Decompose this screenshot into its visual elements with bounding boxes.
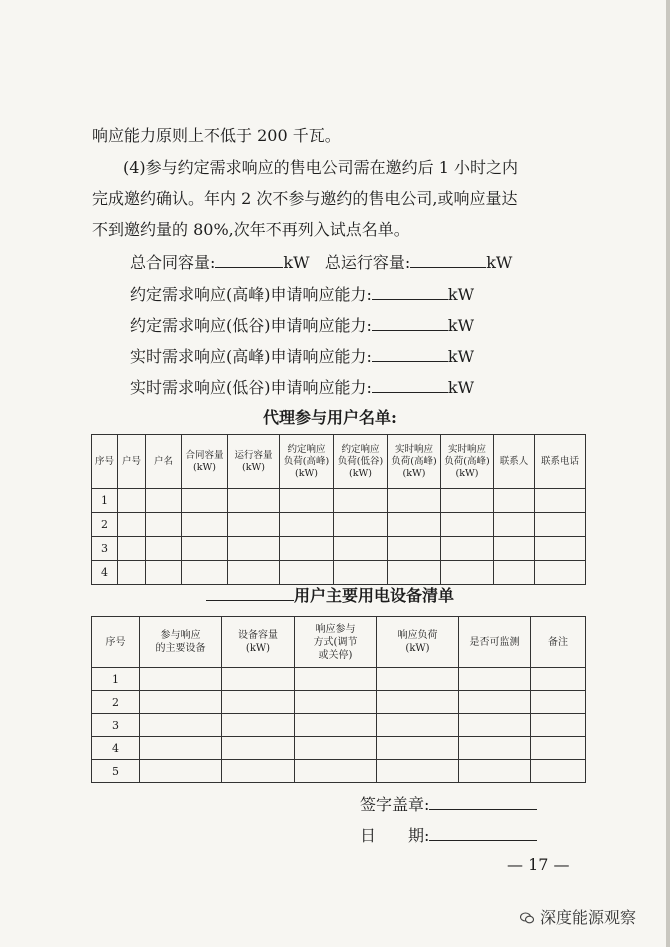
column-header: [459, 617, 531, 668]
header-text: 参与响应: [160, 630, 201, 641]
header-text: 联系电话: [540, 455, 579, 467]
row-number: 3: [92, 537, 118, 561]
unit-label: kW: [486, 253, 513, 272]
table-cell[interactable]: [494, 489, 535, 513]
agreed-valley-label: 约定需求响应(低谷)申请响应能力:: [130, 316, 372, 335]
table-cell[interactable]: [334, 561, 388, 585]
table-cell[interactable]: [531, 737, 586, 760]
table-cell[interactable]: [535, 561, 586, 585]
table-cell[interactable]: [531, 714, 586, 737]
table-cell[interactable]: [535, 513, 586, 537]
table-cell[interactable]: [459, 714, 531, 737]
table-cell[interactable]: [459, 737, 531, 760]
column-header: [228, 435, 280, 489]
unit-label: kW: [447, 316, 475, 335]
total-run-field[interactable]: [410, 253, 486, 268]
table-cell[interactable]: [377, 668, 459, 691]
total-run-label: 总运行容量:: [324, 253, 411, 272]
column-header: [222, 617, 295, 668]
column-header: [182, 435, 228, 489]
table1-title: 代理参与用户名单:: [263, 408, 397, 427]
header-text: 实时响应: [447, 443, 486, 455]
unit-label: kW: [283, 253, 310, 272]
body-line-4: 不到邀约量的 80%,次年不再列入试点名单。: [92, 220, 410, 239]
table-row: [92, 561, 586, 585]
table2-title: 用户主要用电设备清单: [294, 586, 455, 605]
table-cell[interactable]: [280, 537, 334, 561]
agreed-peak-field[interactable]: [372, 285, 448, 300]
table-cell[interactable]: [295, 691, 377, 714]
column-header: [118, 435, 146, 489]
table-cell[interactable]: [182, 513, 228, 537]
row-number: 5: [92, 760, 140, 783]
column-header: [334, 435, 388, 489]
header-text: (kW): [242, 461, 265, 473]
table-row: [92, 760, 586, 783]
table-cell[interactable]: [140, 691, 222, 714]
seal-label: 签字盖章:: [360, 795, 430, 814]
agent-user-table: [91, 434, 586, 585]
table-cell[interactable]: [222, 737, 295, 760]
column-header: [92, 435, 118, 489]
column-header: [295, 617, 377, 668]
table-row: [92, 714, 586, 737]
table-cell[interactable]: [459, 668, 531, 691]
header-text: 序号: [94, 455, 114, 467]
wechat-icon: [520, 912, 534, 924]
header-text: 备注: [548, 636, 568, 648]
header-text: 负荷(低谷): [337, 455, 384, 467]
table-cell[interactable]: [118, 513, 146, 537]
row-number: 2: [92, 513, 118, 537]
row-number: 2: [92, 691, 140, 714]
table2-title-line: [206, 583, 454, 606]
header-text: 负荷(高峰): [283, 455, 330, 467]
seal-line: [360, 792, 537, 815]
table-cell[interactable]: [140, 668, 222, 691]
table-cell[interactable]: [531, 691, 586, 714]
table-header-row: [92, 435, 586, 489]
total-contract-field[interactable]: [215, 253, 283, 268]
realtime-valley-field[interactable]: [372, 378, 448, 393]
header-text: 负荷(高峰): [391, 455, 437, 467]
realtime-peak-line: [130, 344, 474, 367]
column-header: [92, 617, 140, 668]
table-cell[interactable]: [280, 513, 334, 537]
table-cell[interactable]: [118, 561, 146, 585]
equipment-table: [91, 616, 586, 783]
table-row: [92, 691, 586, 714]
body-line-3: 完成邀约确认。年内 2 次不参与邀约的售电公司,或响应量达: [92, 189, 518, 208]
watermark-text: 深度能源观察: [540, 908, 637, 927]
table-cell[interactable]: [146, 561, 182, 585]
agreed-peak-line: [130, 282, 474, 305]
table-cell[interactable]: [295, 737, 377, 760]
table-cell[interactable]: [222, 691, 295, 714]
body-line-2: (4)参与约定需求响应的售电公司需在邀约后 1 小时之内: [123, 158, 519, 177]
table-cell[interactable]: [494, 513, 535, 537]
header-text: 运行容量: [234, 449, 273, 461]
table-cell[interactable]: [182, 537, 228, 561]
row-number: 4: [92, 737, 140, 760]
table-cell[interactable]: [494, 537, 535, 561]
table-cell[interactable]: [334, 513, 388, 537]
table-cell[interactable]: [441, 513, 494, 537]
header-text: 户号: [121, 455, 141, 467]
table-cell[interactable]: [146, 537, 182, 561]
table-cell[interactable]: [228, 489, 280, 513]
table-row: [92, 489, 586, 513]
table-cell[interactable]: [441, 561, 494, 585]
table-cell[interactable]: [388, 561, 441, 585]
table-cell[interactable]: [441, 489, 494, 513]
table-cell[interactable]: [531, 668, 586, 691]
header-text: (kW): [245, 643, 271, 654]
header-text: (kW): [405, 643, 430, 654]
table-cell[interactable]: [118, 489, 146, 513]
table-cell[interactable]: [228, 537, 280, 561]
header-text: 约定响应: [341, 443, 380, 455]
realtime-peak-label: 实时需求响应(高峰)申请响应能力:: [130, 347, 372, 366]
table-cell[interactable]: [222, 760, 295, 783]
table-cell[interactable]: [118, 537, 146, 561]
header-text: 响应参与: [315, 623, 356, 635]
table-cell[interactable]: [377, 760, 459, 783]
total-contract-label: 总合同容量:: [130, 253, 216, 272]
header-text: 响应负荷: [397, 630, 438, 641]
date-label: 日 期:: [360, 826, 430, 845]
unit-label: kW: [447, 378, 475, 397]
table-cell[interactable]: [295, 668, 377, 691]
header-text: 或关停): [318, 649, 353, 661]
seal-field[interactable]: [429, 795, 537, 810]
header-text: 序号: [105, 636, 126, 648]
header-text: 约定响应: [287, 443, 326, 455]
table-cell[interactable]: [388, 537, 441, 561]
table-cell[interactable]: [377, 714, 459, 737]
body-line-1: 响应能力原则上不低于 200 千瓦。: [92, 126, 341, 145]
header-text: 户名: [153, 455, 173, 467]
column-header: [531, 617, 586, 668]
realtime-valley-label: 实时需求响应(低谷)申请响应能力:: [130, 378, 372, 397]
column-header: [146, 435, 182, 489]
realtime-peak-field[interactable]: [372, 347, 448, 362]
column-header: [140, 617, 222, 668]
header-text: (kW): [402, 467, 426, 479]
page-number: — 17 —: [507, 855, 570, 874]
agreed-valley-line: [130, 313, 474, 336]
table-cell[interactable]: [377, 737, 459, 760]
table-cell[interactable]: [280, 489, 334, 513]
table-cell[interactable]: [459, 691, 531, 714]
table-cell[interactable]: [531, 760, 586, 783]
table-row: [92, 513, 586, 537]
table-cell[interactable]: [222, 668, 295, 691]
row-number: 1: [92, 668, 140, 691]
header-text: 负荷(高峰): [444, 455, 490, 467]
table-cell[interactable]: [182, 489, 228, 513]
column-header: [494, 435, 535, 489]
page-edge: [666, 0, 670, 947]
table-row: [92, 668, 586, 691]
table-cell[interactable]: [228, 513, 280, 537]
table-cell[interactable]: [377, 691, 459, 714]
header-text: (kW): [455, 467, 479, 479]
table-cell[interactable]: [535, 489, 586, 513]
table-cell[interactable]: [140, 737, 222, 760]
table-cell[interactable]: [140, 714, 222, 737]
table-cell[interactable]: [182, 561, 228, 585]
header-text: (kW): [349, 467, 372, 479]
table-header-row: [92, 617, 586, 668]
header-text: 联系人: [499, 455, 529, 467]
table-cell[interactable]: [535, 537, 586, 561]
column-header: [377, 617, 459, 668]
header-text: 方式(调节: [313, 636, 358, 648]
table-cell[interactable]: [146, 489, 182, 513]
header-text: 是否可监测: [469, 636, 520, 648]
row-number: 4: [92, 561, 118, 585]
header-text: (kW): [295, 467, 318, 479]
header-text: 的主要设备: [155, 643, 206, 654]
table-cell[interactable]: [459, 760, 531, 783]
table-cell[interactable]: [388, 513, 441, 537]
row-number: 1: [92, 489, 118, 513]
header-text: 实时响应: [394, 443, 433, 455]
table-cell[interactable]: [295, 760, 377, 783]
table-row: [92, 537, 586, 561]
table-cell[interactable]: [494, 561, 535, 585]
header-text: 设备容量: [238, 630, 278, 641]
agreed-peak-label: 约定需求响应(高峰)申请响应能力:: [130, 285, 372, 304]
table-cell[interactable]: [280, 561, 334, 585]
table-cell[interactable]: [228, 561, 280, 585]
header-text: 合同容量: [185, 449, 224, 461]
table-cell[interactable]: [441, 537, 494, 561]
realtime-valley-line: [130, 375, 474, 398]
table-cell[interactable]: [140, 760, 222, 783]
table-row: [92, 737, 586, 760]
company-name-field[interactable]: [206, 586, 294, 601]
unit-label: kW: [447, 347, 475, 366]
table-cell[interactable]: [146, 513, 182, 537]
row-number: 3: [92, 714, 140, 737]
table-cell[interactable]: [334, 537, 388, 561]
column-header: [280, 435, 334, 489]
watermark: [520, 905, 636, 928]
table-cell[interactable]: [222, 714, 295, 737]
agreed-valley-field[interactable]: [372, 316, 448, 331]
column-header: [441, 435, 494, 489]
date-line: [360, 823, 537, 846]
header-text: (kW): [193, 461, 216, 473]
table-cell[interactable]: [295, 714, 377, 737]
date-field[interactable]: [429, 826, 537, 841]
table-cell[interactable]: [388, 489, 441, 513]
column-header: [535, 435, 586, 489]
column-header: [388, 435, 441, 489]
capacity-line: [130, 250, 512, 273]
table-cell[interactable]: [334, 489, 388, 513]
unit-label: kW: [447, 285, 475, 304]
